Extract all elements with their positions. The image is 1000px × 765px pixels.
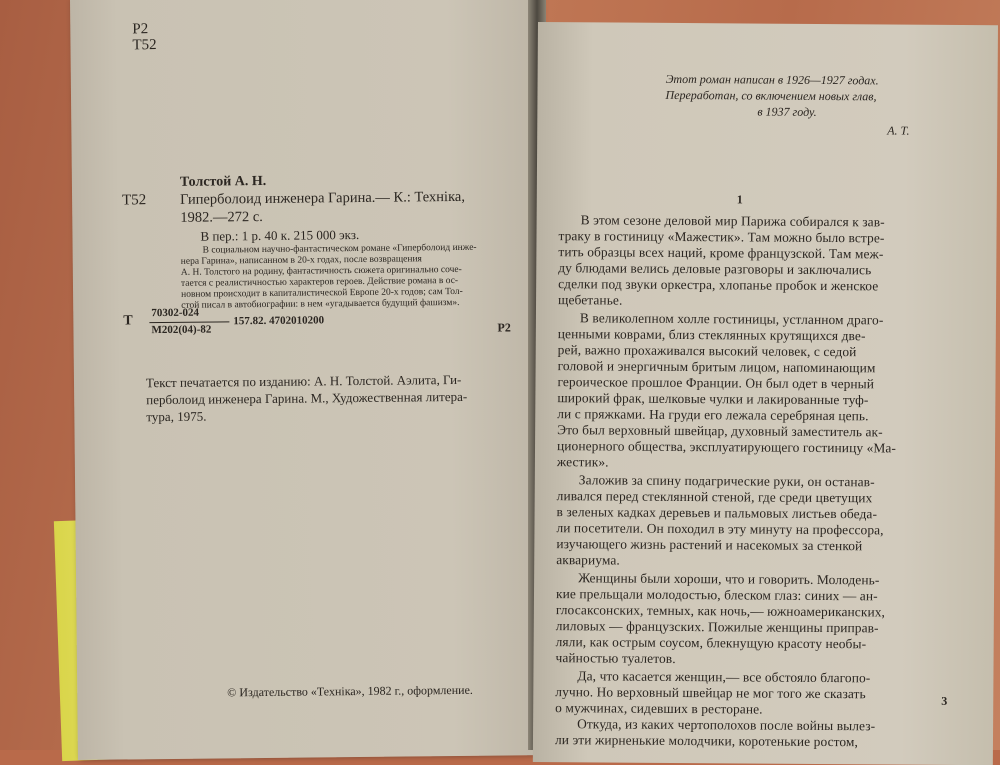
annotation-line: А. Н. Толстого на родину, фантастичность сюжета оригинально соче-: [180, 264, 462, 278]
annotation-line: новном происходит в капиталистической Европе 20-х годов; сам Тол-: [181, 286, 463, 300]
body-line: в зеленых кадках деревьев и пальмовых листьев обеда-: [556, 504, 878, 522]
body-line: рей, важно прохаживался высокий человек, с седой: [557, 342, 857, 360]
annotation-line: стой писал в автобиографии: в нем «угадывается будущий фашизм».: [181, 297, 460, 311]
body-line: героическое прошлое Франции. Он был одет в черный: [557, 374, 875, 392]
book-title-line2: 1982.—272 с.: [180, 208, 263, 226]
epigraph-signature: А. Т.: [887, 123, 910, 138]
annotation-line: нера Гарина», написанном в 20-х годах, после возвращения: [180, 254, 422, 267]
body-line: щебетанье.: [558, 292, 623, 308]
left-page: Р2 Т52 Толстой А. Н. Т52 Гиперболоид инженера Гарина.— К.: Техніка, 1982.—272 с. В пер.: 1 р. 40 к. 215 000 экз. В социальном научно-фантастическом романе «Гиперболоид инже- нера Гарина», написанном в 20-х годах, после возвращения А. Н. Толстого на родину, фантастичность сюжета оригинально соче- тается с реалистичностью характеров героев. Действие романа в ос- новном происходит в капиталистической Европе 20-х годов; сам Тол- стой писал в автобиографии: в нем «угадывается будущий фашизм». Т 70302-024 М202(04)-82 157.82. 4702010200 Р2 Текст печатается по изданию: А. Н. Толстой. Аэлита, Ги- перболоид инженера Гарина. М., Художественная литера- тура, 1975. © Издательство «Техніка», 1982 г., оформление.: [70, 0, 548, 760]
body-line: жестик».: [556, 454, 609, 470]
show-through-shadow: [180, 39, 196, 108]
code-t52: Т52: [132, 37, 157, 54]
author-name: Толстой А. Н.: [179, 173, 267, 190]
body-line: Заложив за спину подагрические руки, он останав-: [578, 472, 875, 490]
body-line: широкий фрак, шелковые чулки и лакированные туф-: [557, 390, 869, 408]
catalog-numerator: 70302-024: [151, 306, 200, 320]
copyright: © Издательство «Техніка», 1982 г., оформление.: [227, 682, 473, 700]
body-line: изучающего жизнь растений и насекомых за стенкой: [556, 536, 863, 554]
body-line: кие прельщали молодостью, блеском глаз: синих — ан-: [555, 586, 878, 604]
epigraph-line: в 1937 году.: [757, 104, 817, 119]
body-line: ли с пряжками. На груди его лежала серебряная цепь.: [557, 406, 869, 424]
catalog-right: Р2: [497, 320, 511, 335]
source-line: Текст печатается по изданию: А. Н. Толстой. Аэлита, Ги-: [145, 371, 462, 391]
source-line: перболоид инженера Гарина. М., Художественная литера-: [146, 388, 468, 408]
body-line: ли эти жирненькие молодчики, коротенькие ростом,: [554, 732, 859, 750]
page-number: 3: [941, 693, 948, 708]
body-line: сделки под звуки оркестра, хлопанье пробок и женское: [558, 276, 879, 294]
catalog-mid: 157.82. 4702010200: [233, 314, 325, 328]
body-line: ли посетители. Он походил в эту минуту на профессора,: [556, 520, 884, 538]
annotation-line: В социальном научно-фантастическом романе «Гиперболоид инже-: [202, 242, 477, 256]
code-p2: Р2: [132, 21, 149, 38]
body-line: о мужчинах, сидевших в ресторане.: [555, 700, 763, 717]
body-line: ценными коврами, близ стеклянных крутящихся две-: [557, 326, 866, 344]
body-line: ливался перед стеклянной стеной, где среди цветущих: [556, 488, 873, 506]
body-line: тить образцы всех наций, кроме французской. Там меж-: [558, 244, 884, 262]
body-line: Это был верховный швейцар, духовный заместитель ак-: [557, 422, 883, 440]
price-print-run: В пер.: 1 р. 40 к. 215 000 экз.: [200, 226, 360, 244]
body-line: головой и энергичным бритым лицом, напоминающим: [557, 358, 876, 376]
body-line: лиловых — французских. Пожилые женщины приправ-: [555, 618, 879, 636]
body-line: ционерного общества, эксплуатирующего гостиницу «Ма-: [556, 438, 897, 456]
chapter-number: 1: [736, 192, 743, 207]
body-line: аквариума.: [556, 552, 620, 568]
source-line: тура, 1975.: [146, 408, 207, 425]
body-line: Да, что касается женщин,— все обстояло благопо-: [577, 668, 871, 686]
body-line: ду блюдами велись деловые разговоры и заключались: [558, 260, 872, 278]
epigraph-line: Этот роман написан в 1926—1927 годах.: [665, 71, 879, 88]
body-line: Женщины были хороши, что и говорить. Молодень-: [578, 570, 880, 588]
right-page: [533, 22, 998, 765]
body-line: ляли, как острым соусом, блекнущую красоту необы-: [555, 634, 867, 652]
index-code: Т52: [122, 192, 147, 209]
body-line: В этом сезоне деловой мир Парижа собирался к зав-: [580, 212, 885, 230]
body-line: Откуда, из каких чертополохов после войны вылез-: [577, 716, 876, 734]
body-line: глосаксонских, темных, как ночь,— южноамериканских,: [555, 602, 886, 620]
body-line: траку в гостиницу «Мажестик». Там можно было встре-: [558, 228, 885, 246]
book-title-line1: Гиперболоид инженера Гарина.— К.: Техніка,: [180, 188, 466, 208]
body-line: чайностью туалетов.: [555, 650, 676, 666]
annotation-line: тается с реалистичностью характеров героев. Действие романа в ос-: [180, 275, 459, 289]
body-line: лучно. Но верховный швейцар не мог того же сказать: [555, 684, 866, 702]
catalog-denominator: М202(04)-82: [151, 323, 212, 337]
epigraph-line: Переработан, со включением новых глав,: [665, 87, 877, 104]
body-line: В великолепном холле гостиницы, устланном драго-: [579, 310, 884, 328]
